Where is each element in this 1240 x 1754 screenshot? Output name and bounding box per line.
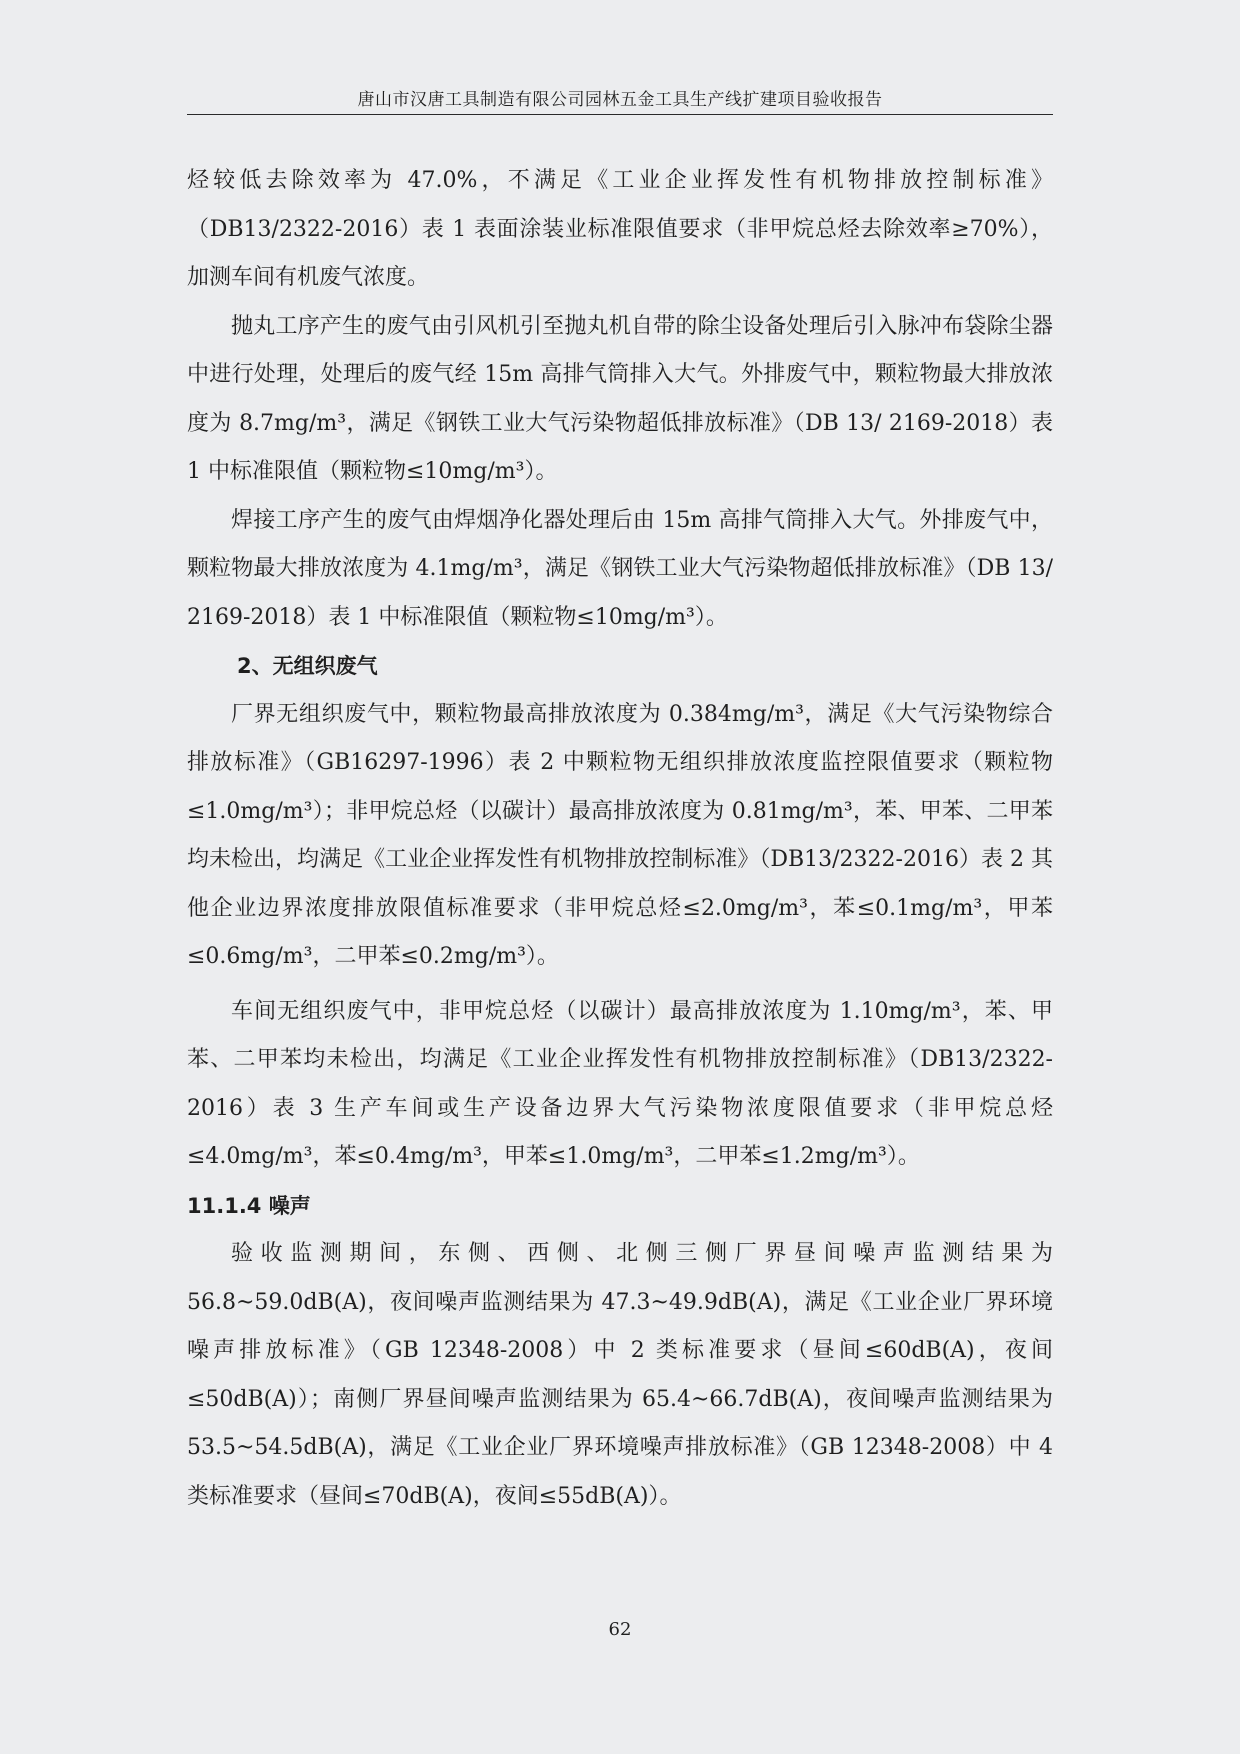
header-divider <box>187 114 1053 115</box>
paragraph-shot-blasting: 抛丸工序产生的废气由引风机引至抛丸机自带的除尘设备处理后引入脉冲布袋除尘器中进行处理，处理后的废气经 15m 高排气筒排入大气。外排废气中，颗粒物最大排放浓度为 8.7mg/m³，满足《钢铁工业大气污染物超低排放标准》（DB 13/ 2169-2018）表 1 中标准限值（颗粒物≤10mg/m³）。 <box>187 313 1053 484</box>
section-heading-unorganized-gas: 2、无组织废气 <box>237 654 378 678</box>
paragraph-welding: 焊接工序产生的废气由焊烟净化器处理后由 15m 高排气筒排入大气。外排废气中，颗粒物最大排放浓度为 4.1mg/m³，满足《钢铁工业大气污染物超低排放标准》（DB 13/ 2169-2018）表 1 中标准限值（颗粒物≤10mg/m³）。 <box>187 507 1053 630</box>
section-heading-noise: 11.1.4 噪声 <box>187 1193 311 1218</box>
paragraph-workshop-gas: 车间无组织废气中，非甲烷总烃（以碳计）最高排放浓度为 1.10mg/m³，苯、甲苯、二甲苯均未检出，均满足《工业企业挥发性有机物排放控制标准》（DB13/2322-2016）表 3 生产车间或生产设备边界大气污染物浓度限值要求（非甲烷总烃≤4.0mg/m³，苯≤0.4mg/m³，甲苯≤1.0mg/m³，二甲苯≤1.2mg/m³）。 <box>187 998 1053 1169</box>
running-header: 唐山市汉唐工具制造有限公司园林五金工具生产线扩建项目验收报告 <box>357 90 883 110</box>
paragraph-noise: 验收监测期间，东侧、西侧、北侧三侧厂界昼间噪声监测结果为 56.8~59.0dB(A)，夜间噪声监测结果为 47.3~49.9dB(A)，满足《工业企业厂界环境噪声排放标准》（GB 12348-2008）中 2 类标准要求（昼间≤60dB(A)，夜间≤50dB(A)）；南侧厂界昼间噪声监测结果为 65.4~66.7dB(A)，夜间噪声监测结果为 53.5~54.5dB(A)，满足《工业企业厂界环境噪声排放标准》（GB 12348-2008）中 4 类标准要求（昼间≤70dB(A)，夜间≤55dB(A)）。 <box>187 1241 1053 1509</box>
paragraph-boundary-gas: 厂界无组织废气中，颗粒物最高排放浓度为 0.384mg/m³，满足《大气污染物综合排放标准》（GB16297-1996）表 2 中颗粒物无组织排放浓度监控限值要求（颗粒物≤1.0mg/m³）；非甲烷总烃（以碳计）最高排放浓度为 0.81mg/m³，苯、甲苯、二甲苯均未检出，均满足《工业企业挥发性有机物排放控制标准》（DB13/2322-2016）表 2 其他企业边界浓度排放限值标准要求（非甲烷总烃≤2.0mg/m³，苯≤0.1mg/m³，甲苯≤0.6mg/m³，二甲苯≤0.2mg/m³）。 <box>187 701 1053 969</box>
page-number: 62 <box>608 1619 632 1640</box>
document-body <box>187 157 1053 1521</box>
paragraph-voc-efficiency: 烃较低去除效率为 47.0%，不满足《工业企业挥发性有机物排放控制标准》（DB13/2322-2016）表 1 表面涂装业标准限值要求（非甲烷总烃去除效率≥70%），加测车间有机废气浓度。 <box>187 168 1053 290</box>
